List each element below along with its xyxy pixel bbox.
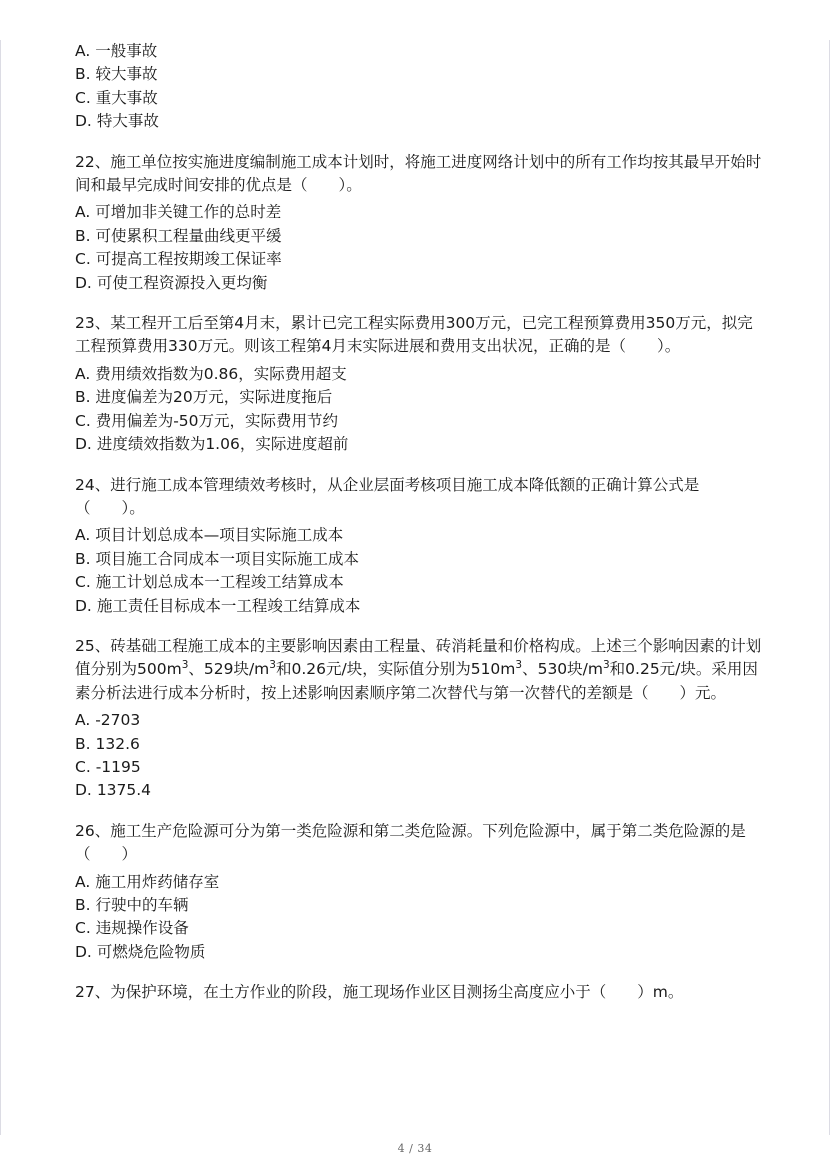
question-22 (75, 151, 765, 295)
option-a: A. 费用绩效指数为0.86，实际费用超支 (75, 364, 347, 383)
option-b: B. 项目施工合同成本一项目实际施工成本 (75, 549, 360, 568)
option-d: D. 施工责任目标成本一工程竣工结算成本 (75, 596, 361, 615)
question-23 (75, 312, 765, 456)
option-d: D. 1375.4 (75, 781, 152, 800)
option-b: B. 行驶中的车辆 (75, 896, 189, 914)
question-27 (75, 981, 765, 1004)
question-stem: 24、进行施工成本管理绩效考核时，从企业层面考核项目施工成本降低额的正确计算公式是（ ）。 (75, 475, 700, 517)
question-stem: 27、为保护环境，在土方作业的阶段，施工现场作业区目测扬尘高度应小于（ ）m。 (75, 983, 684, 1002)
option-d: D. 进度绩效指数为1.06，实际进度超前 (75, 435, 349, 454)
question-26 (75, 820, 765, 964)
option-d: D. 特大事故 (75, 112, 159, 131)
question-stem: 22、施工单位按实施进度编制施工成本计划时，将施工进度网络计划中的所有工作均按其最早开始时间和最早完成时间安排的优点是（ ）。 (75, 152, 762, 195)
option-a: A. 项目计划总成本—项目实际施工成本 (75, 526, 344, 545)
question-24 (75, 474, 765, 618)
option-b: B. 较大事故 (75, 65, 158, 84)
option-b: B. 进度偏差为20万元，实际进度拖后 (75, 388, 333, 407)
option-a: A. 可增加非关键工作的总时差 (75, 203, 282, 222)
option-d: D. 可燃烧危险物质 (75, 942, 206, 961)
superscript: 3 (515, 659, 523, 672)
option-a: A. 施工用炸药储存室 (75, 872, 220, 891)
question-stem: 25、砖基础工程施工成本的主要影响因素由工程量、砖消耗量和价格构成。上述三个影响因素的计划值分别为$500m^3$、529块$/m^3$和0.26元/块，实际值分别为$510m^3$、530块$/m^3$和0.25元/块。采用因素分析法进行成本分析时，按上述影响因素顺序第二次替代与第一次替代的差额是（ ）元。 (75, 636, 762, 702)
option-c: C. -1195 (75, 757, 141, 776)
option-b: B. 132.6 (75, 734, 140, 753)
superscript: 3 (181, 659, 189, 672)
option-b: B. 可使累积工程量曲线更平缓 (75, 226, 282, 245)
superscript: 3 (269, 659, 276, 672)
option-c: C. 施工计划总成本一工程竣工结算成本 (75, 573, 344, 592)
option-a: A. 一般事故 (75, 42, 158, 60)
page-border-left (0, 40, 1, 1135)
option-c: C. 重大事故 (75, 88, 158, 107)
option-d: D. 可使工程资源投入更均衡 (75, 273, 268, 292)
option-a: A. -2703 (75, 711, 141, 730)
continued-options (75, 40, 765, 134)
question-stem: 26、施工生产危险源可分为第一类危险源和第二类危险源。下列危险源中，属于第二类危险源的是（ ） (75, 821, 746, 864)
page-number-indicator: 4 / 34 (397, 1142, 433, 1155)
option-c: C. 费用偏差为-50万元，实际费用节约 (75, 411, 339, 430)
question-stem: 23、某工程开工后至第4月末，累计已完工程实际费用300万元，已完工程预算费用350万元，拟完工程预算费用330万元。则该工程第4月末实际进展和费用支出状况，正确的是（ ）。 (75, 314, 753, 356)
option-c: C. 违规操作设备 (75, 919, 189, 938)
option-c: C. 可提高工程按期竣工保证率 (75, 250, 282, 269)
document-page-content (75, 40, 765, 1009)
superscript: 3 (602, 659, 610, 672)
question-25 (75, 635, 765, 803)
